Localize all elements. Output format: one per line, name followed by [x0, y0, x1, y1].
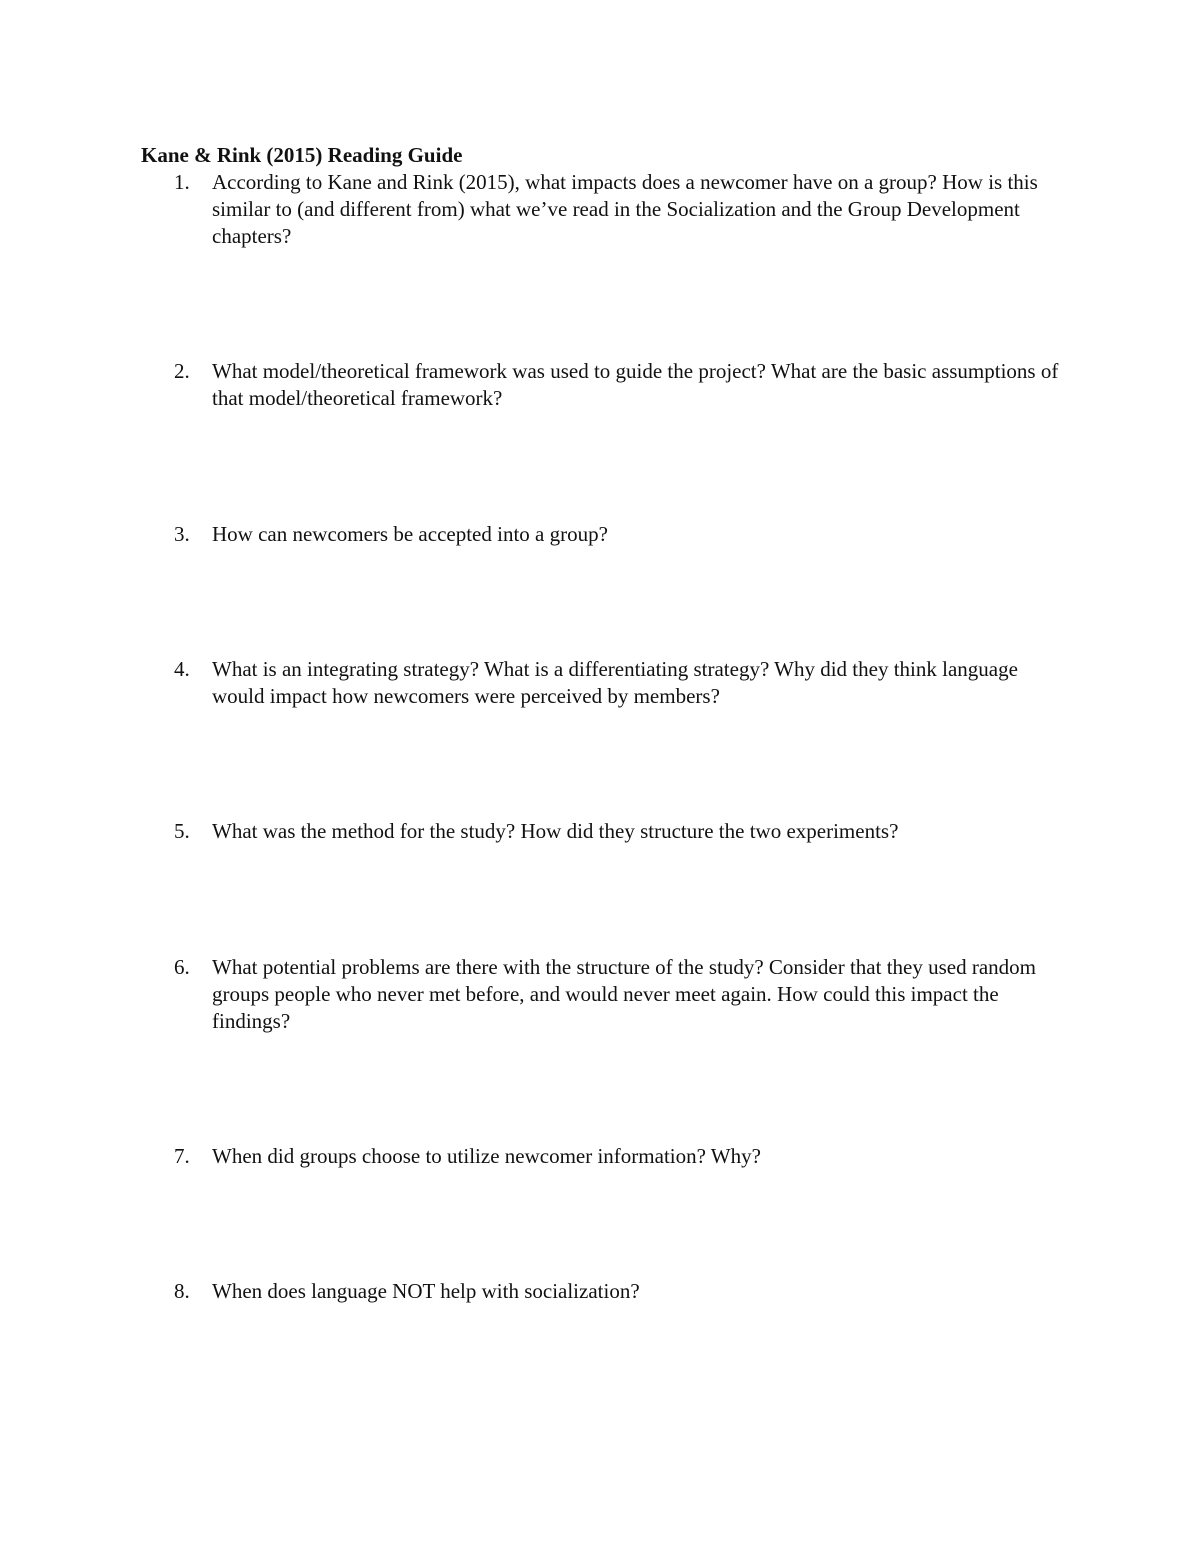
question-number: 5. [174, 819, 190, 843]
question-number: 6. [174, 955, 190, 979]
question-item [174, 1278, 1074, 1305]
question-item [174, 169, 1074, 250]
question-number: 7. [174, 1144, 190, 1168]
question-number: 4. [174, 657, 190, 681]
question-item [174, 656, 1074, 710]
question-text: According to Kane and Rink (2015), what impacts does a newcomer have on a group? How is this similar to (and different from) what we’ve read in the Socialization and the Group Development chapters? [212, 170, 1038, 248]
question-text: How can newcomers be accepted into a group? [212, 522, 608, 546]
question-text: What potential problems are there with the structure of the study? Consider that they used random groups people who never met before, and would never meet again. How could this impact the findings? [212, 955, 1037, 1033]
question-number: 3. [174, 522, 190, 546]
question-item [174, 818, 1074, 845]
question-text: What was the method for the study? How did they structure the two experiments? [212, 819, 899, 843]
question-text: When does language NOT help with socialization? [212, 1279, 640, 1303]
question-text: What is an integrating strategy? What is a differentiating strategy? Why did they think language would impact how newcomers were perceived by members? [212, 657, 1018, 708]
question-text: When did groups choose to utilize newcomer information? Why? [212, 1144, 761, 1168]
document-title: Kane & Rink (2015) Reading Guide [141, 143, 463, 167]
question-text: What model/theoretical framework was used to guide the project? What are the basic assumptions of that model/theoretical framework? [212, 359, 1059, 410]
question-item [174, 954, 1074, 1035]
question-number: 8. [174, 1279, 190, 1303]
question-item [174, 358, 1074, 412]
question-number: 2. [174, 359, 190, 383]
question-number: 1. [174, 170, 190, 194]
question-item [174, 521, 1074, 548]
question-item [174, 1143, 1074, 1170]
